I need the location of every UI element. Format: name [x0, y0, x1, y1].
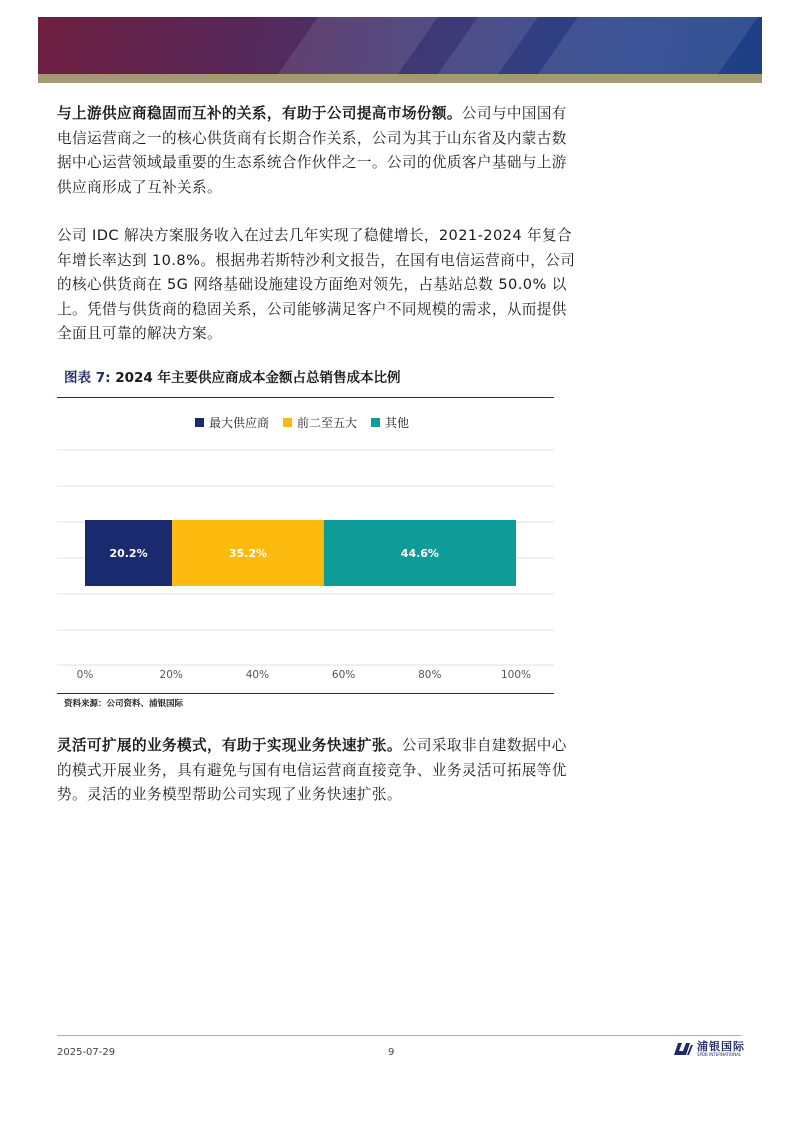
figure-source: 资料来源：公司资料、浦银国际 — [64, 699, 184, 709]
legend-swatch — [195, 418, 204, 427]
stacked-bar-chart — [57, 440, 554, 690]
paragraph-1-body: 公司与中国国有电信运营商之一的核心供货商有长期合作关系，公司为其于山东省及内蒙古数据中心运营领域最重要的生态系统合作伙伴之一。公司的优质客户基础与上游供应商形成了互补关系。 — [57, 105, 567, 196]
legend-swatch — [371, 418, 380, 427]
logo-en: SPDB INTERNATIONAL — [697, 1052, 742, 1057]
header-strip — [38, 74, 762, 83]
logo-mark-icon — [672, 1041, 694, 1057]
legend-label: 其他 — [385, 416, 410, 430]
header-banner — [38, 17, 762, 74]
data-label: 35.2% — [228, 547, 268, 560]
x-tick-label: 100% — [500, 669, 532, 681]
figure-title — [64, 366, 400, 386]
company-logo — [672, 1041, 745, 1057]
x-tick-label: 0% — [76, 669, 94, 681]
figure-title-text: 2024 年主要供应商成本金额占总销售成本比例 — [115, 370, 401, 386]
paragraph-1 — [57, 102, 577, 200]
paragraph-3-body: 公司采取非自建数据中心的模式开展业务，具有避免与国有电信运营商直接竞争、业务灵活可拓展等优势。灵活的业务模型帮助公司实现了业务快速扩张。 — [57, 737, 567, 803]
legend-label: 最大供应商 — [209, 416, 270, 430]
x-tick-label: 20% — [159, 669, 183, 681]
legend-label: 前二至五大 — [297, 416, 358, 430]
chart-legend — [195, 414, 409, 431]
legend-item — [371, 414, 409, 431]
figure-top-rule — [57, 397, 554, 398]
legend-item — [195, 414, 269, 431]
paragraph-1-lead: 与上游供应商稳固而互补的关系，有助于公司提高市场份额。 — [57, 105, 462, 122]
x-tick-label: 60% — [331, 669, 356, 681]
footer-rule — [57, 1035, 741, 1036]
x-tick-label: 40% — [245, 669, 270, 681]
footer-date: 2025-07-29 — [57, 1047, 116, 1058]
paragraph-3 — [57, 734, 577, 808]
logo-cn: 浦银国际 — [697, 1040, 745, 1053]
data-label: 20.2% — [109, 547, 148, 560]
paragraph-3-lead: 灵活可扩展的业务模式，有助于实现业务快速扩张。 — [57, 737, 402, 754]
paragraph-2: 公司 IDC 解决方案服务收入在过去几年实现了稳健增长，2021-2024 年复合年增长率达到 10.8%。根据弗若斯特沙利文报告，在国有电信运营商中，公司的核心供货商在 5G 网络基础设施建设方面绝对领先，占基站总数 50.0% 以上。凭借与供货商的稳固关系，公司能够满足客户不同规模的需求，从而提供全面且可靠的解决方案。 — [57, 227, 576, 342]
x-tick-label: 80% — [418, 669, 442, 681]
figure-label: 图表 7: — [64, 370, 111, 386]
figure-bottom-rule — [57, 693, 554, 694]
legend-item — [283, 414, 357, 431]
legend-swatch — [283, 418, 292, 427]
page-number: 9 — [388, 1047, 395, 1058]
data-label: 44.6% — [400, 547, 439, 560]
